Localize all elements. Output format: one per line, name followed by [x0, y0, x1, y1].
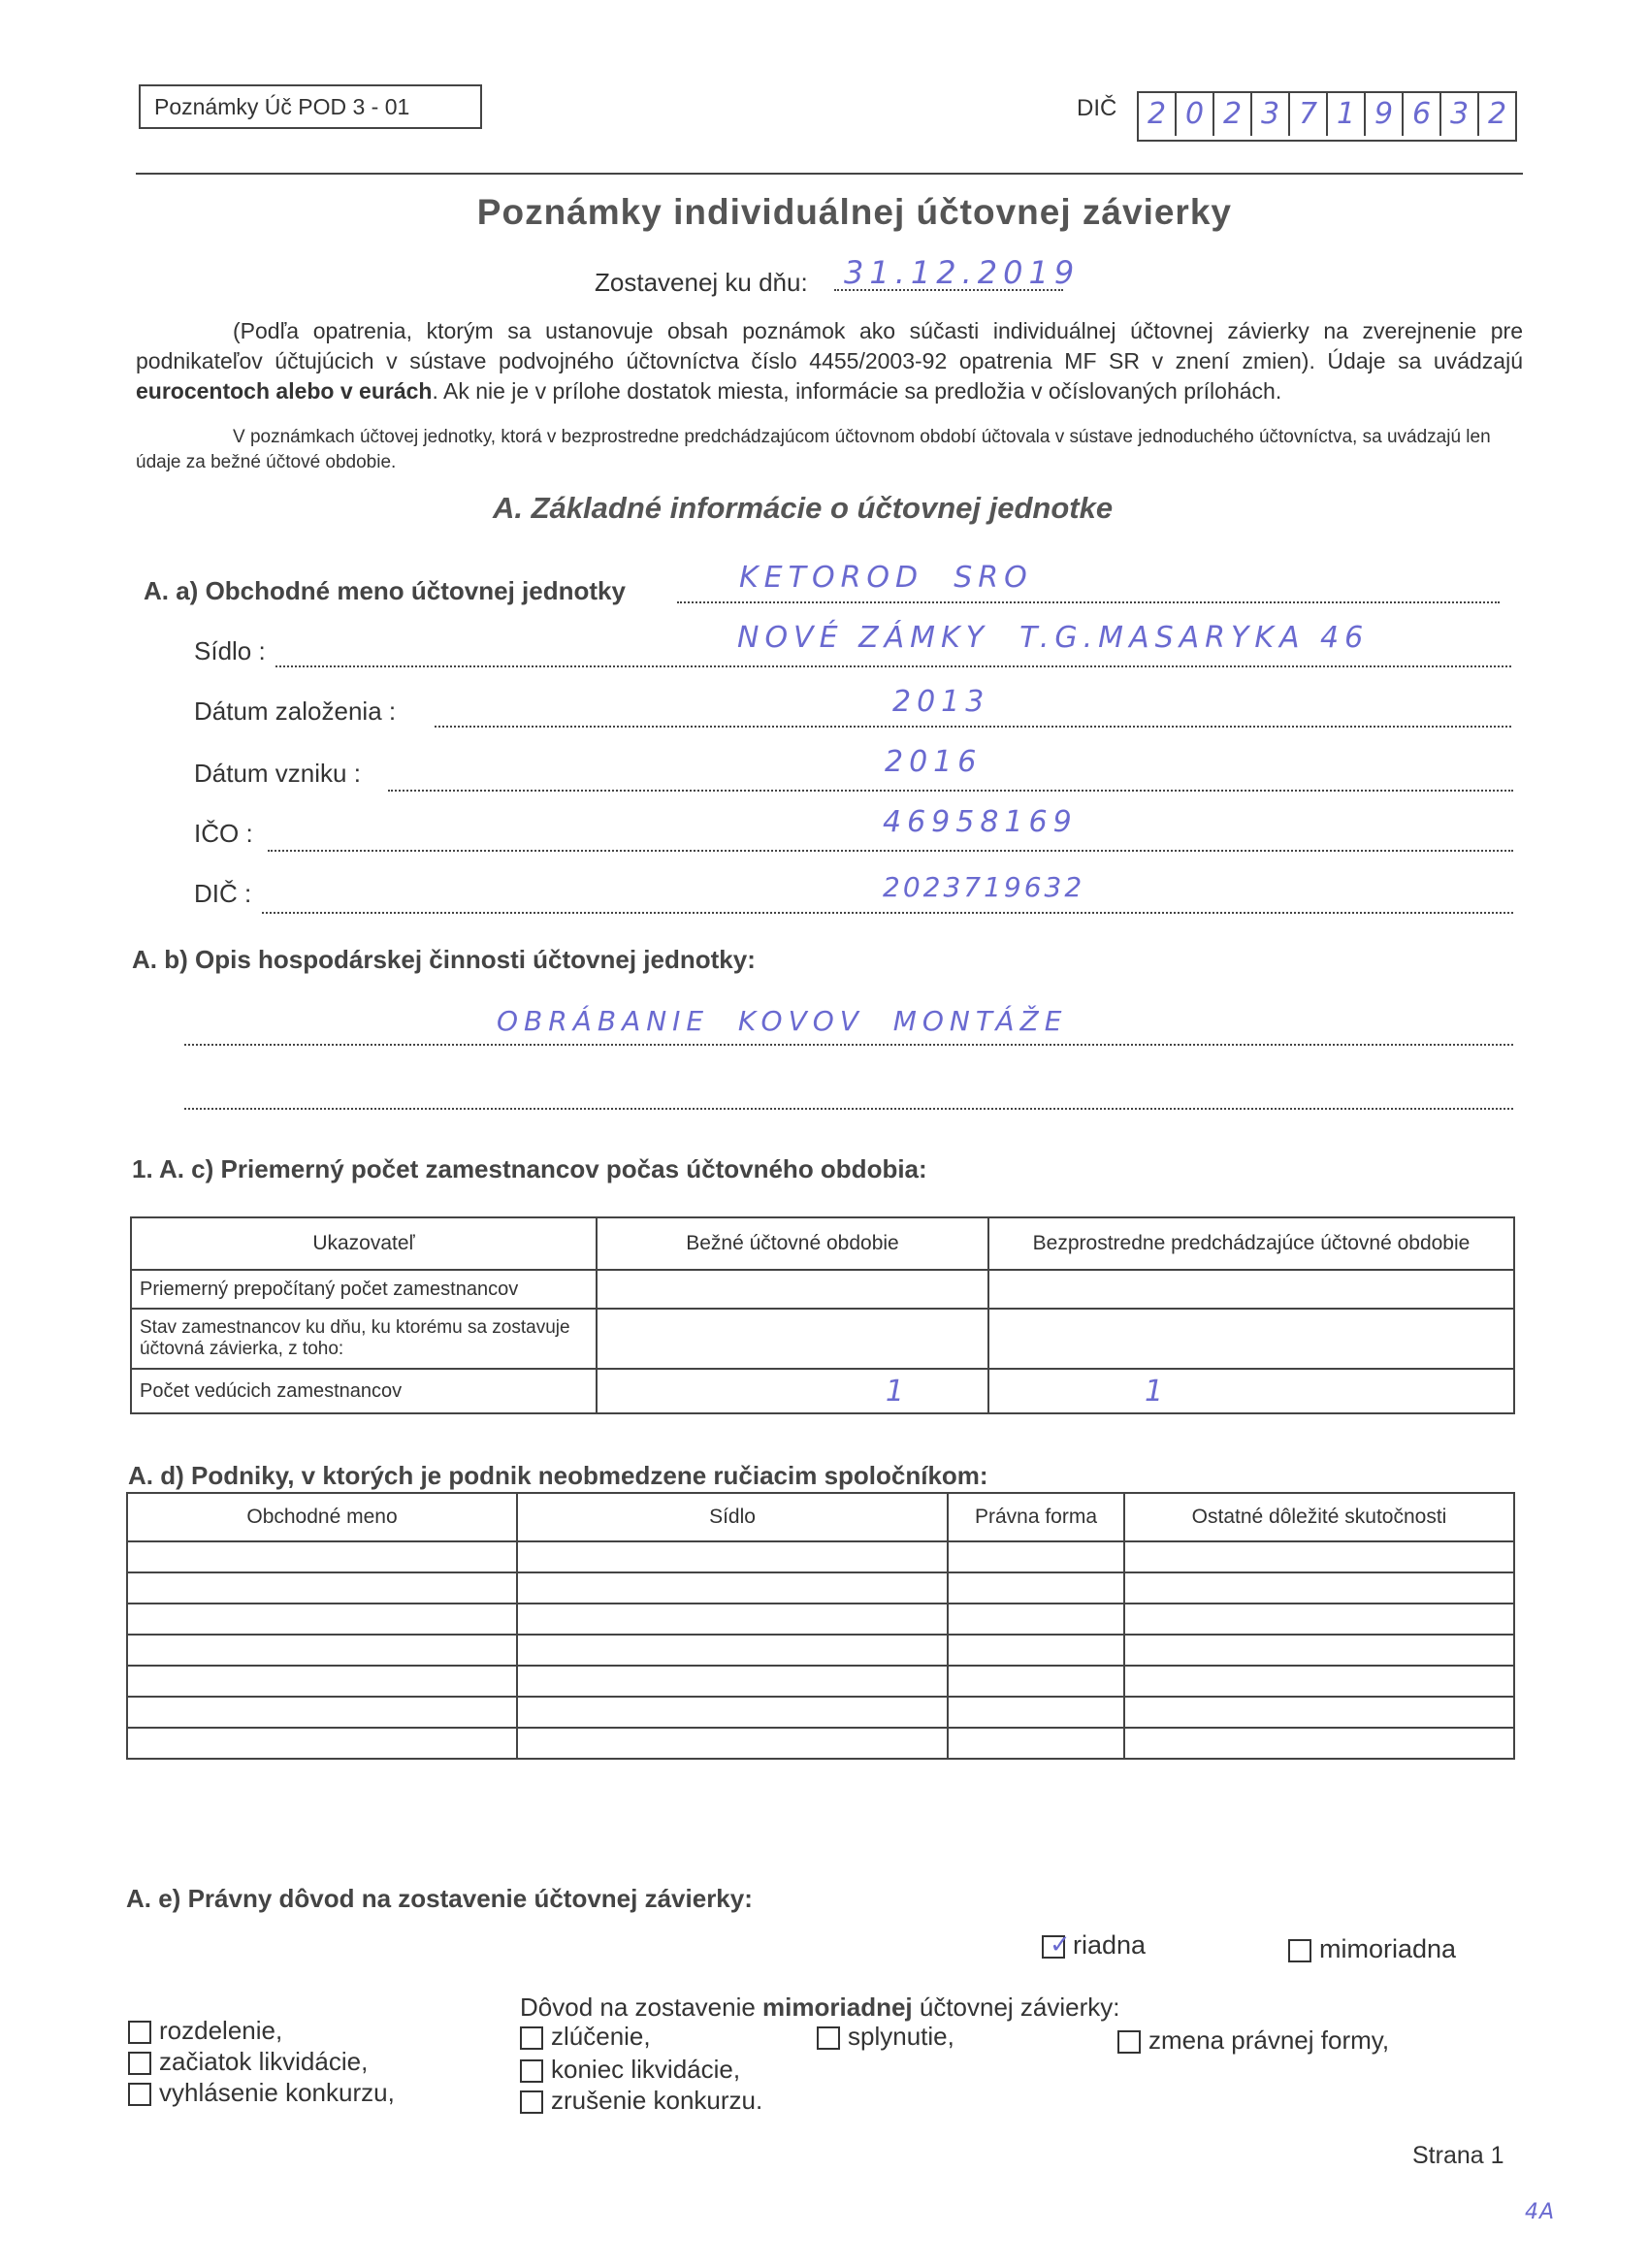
- companies-cell: [517, 1604, 948, 1635]
- name-label: A. a) Obchodné meno účtovnej jednotky: [144, 576, 626, 605]
- form-code-box: Poznámky Úč POD 3 - 01: [139, 84, 482, 129]
- option-rozdelenie[interactable]: [128, 2016, 282, 2046]
- name-line: [677, 601, 1500, 603]
- companies-cell: [517, 1541, 948, 1572]
- employees-row-current: 1: [597, 1369, 988, 1413]
- companies-header-other: Ostatné dôležité skutočnosti: [1124, 1493, 1514, 1541]
- checkbox[interactable]: [128, 2083, 151, 2106]
- activity-label: A. b) Opis hospodárskej činnosti účtovnej jednotky:: [132, 945, 756, 974]
- employees-row-previous: 1: [988, 1369, 1514, 1413]
- date-value: 31.12.2019: [844, 254, 1081, 291]
- companies-cell: [1124, 1697, 1514, 1728]
- activity-value: OBRÁBANIE KOVOV MONTÁŽE: [497, 1005, 1068, 1037]
- option-vyhlasenie-konkurzu[interactable]: [128, 2078, 395, 2108]
- companies-cell: [1124, 1728, 1514, 1759]
- dic-digit-box: 3: [1250, 93, 1288, 136]
- option-zmena-pravnej-formy[interactable]: [1117, 2025, 1389, 2056]
- founded-line: [435, 726, 1511, 728]
- dic-label: DIČ: [1077, 95, 1117, 121]
- regular-option[interactable]: [1042, 1930, 1146, 1960]
- employees-row-current: [597, 1309, 988, 1369]
- dic-digit-box: 9: [1364, 93, 1402, 136]
- checkbox[interactable]: [128, 2021, 151, 2044]
- dic-digit-box: 2: [1147, 97, 1167, 131]
- dic-digit-box: 0: [1175, 93, 1212, 136]
- origin-line: [388, 790, 1513, 792]
- option-label: zlúčenie,: [551, 2022, 651, 2051]
- companies-cell: [948, 1697, 1124, 1728]
- checkbox[interactable]: [520, 2090, 543, 2114]
- table-row: [127, 1604, 1514, 1635]
- companies-cell: [127, 1604, 517, 1635]
- intro-bold: eurocentoch alebo v eurách: [136, 378, 433, 404]
- ico-line: [268, 850, 1513, 852]
- companies-cell: [948, 1572, 1124, 1604]
- companies-cell: [948, 1666, 1124, 1697]
- option-label: vyhlásenie konkurzu,: [159, 2078, 395, 2107]
- ico-value: 46958169: [883, 805, 1078, 839]
- option-label: zrušenie konkurzu.: [551, 2086, 763, 2115]
- origin-label: Dátum vzniku :: [194, 759, 361, 788]
- dic-field-label: DIČ :: [194, 879, 252, 908]
- companies-cell: [517, 1635, 948, 1666]
- header-rule: [136, 173, 1523, 175]
- employees-row-previous: [988, 1309, 1514, 1369]
- option-label: začiatok likvidácie,: [159, 2047, 369, 2076]
- table-row: [127, 1697, 1514, 1728]
- companies-cell: [127, 1541, 517, 1572]
- companies-label: A. d) Podniky, v ktorých je podnik neobmedzene ručiacim spoločníkom:: [128, 1461, 988, 1490]
- companies-header-name: Obchodné meno: [127, 1493, 517, 1541]
- page-number: Strana 1: [1412, 2142, 1504, 2169]
- legal-label: A. e) Právny dôvod na zostavenie účtovnej závierky:: [126, 1884, 753, 1913]
- companies-cell: [1124, 1541, 1514, 1572]
- checkbox[interactable]: [128, 2052, 151, 2075]
- table-row: [127, 1728, 1514, 1759]
- checkbox[interactable]: [520, 2059, 543, 2083]
- employees-table: [130, 1216, 1515, 1414]
- extraordinary-checkbox[interactable]: [1288, 1939, 1311, 1962]
- employees-row-current: [597, 1270, 988, 1309]
- employees-header-indicator: Ukazovateľ: [131, 1217, 597, 1270]
- ico-label: IČO :: [194, 819, 253, 848]
- option-zaciatok-likvidacie[interactable]: [128, 2047, 368, 2077]
- dic-digit-box: 6: [1402, 93, 1439, 136]
- origin-value: 2016: [885, 745, 983, 779]
- employees-header-previous: Bezprostredne predchádzajúce účtovné obdobie: [988, 1217, 1514, 1270]
- name-value: KETOROD SRO: [739, 561, 1033, 595]
- companies-header-seat: Sídlo: [517, 1493, 948, 1541]
- companies-cell: [948, 1728, 1124, 1759]
- seat-label: Sídlo :: [194, 636, 266, 665]
- dic-digit-box: 2: [1212, 93, 1250, 136]
- companies-cell: [517, 1666, 948, 1697]
- option-zrusenie-konkurzu[interactable]: [520, 2086, 762, 2116]
- table-row: [127, 1541, 1514, 1572]
- option-label: splynutie,: [848, 2022, 954, 2051]
- option-koniec-likvidacie[interactable]: [520, 2055, 740, 2085]
- companies-cell: [127, 1697, 517, 1728]
- dic-field-value: 2023719632: [883, 871, 1085, 903]
- date-label: Zostavenej ku dňu:: [595, 268, 808, 297]
- dic-boxes: [1137, 91, 1517, 142]
- handwritten-mark: 4A: [1525, 2200, 1556, 2224]
- companies-cell: [127, 1572, 517, 1604]
- companies-cell: [1124, 1635, 1514, 1666]
- companies-table: [126, 1492, 1515, 1760]
- seat-value: NOVÉ ZÁMKY T.G.MASARYKA 46: [737, 621, 1370, 655]
- employees-header-current: Bežné účtovné obdobie: [597, 1217, 988, 1270]
- checkbox[interactable]: [817, 2026, 840, 2050]
- companies-cell: [948, 1604, 1124, 1635]
- option-zlucenie[interactable]: [520, 2022, 651, 2052]
- employees-row-label: Počet vedúcich zamestnancov: [131, 1369, 597, 1413]
- companies-cell: [517, 1697, 948, 1728]
- table-row: [127, 1635, 1514, 1666]
- checkbox[interactable]: [1117, 2030, 1141, 2054]
- check-mark-icon: ✓: [1050, 1928, 1071, 1959]
- regular-checkbox[interactable]: [1042, 1928, 1071, 1959]
- companies-cell: [517, 1572, 948, 1604]
- table-row: [131, 1309, 1514, 1369]
- seat-line: [275, 665, 1511, 667]
- page-title: Poznámky individuálnej účtovnej závierky: [476, 192, 1232, 232]
- dic-field-line: [262, 912, 1513, 914]
- table-row: [127, 1666, 1514, 1697]
- section-a-title: A. Základné informácie o účtovnej jednotke: [493, 491, 1114, 525]
- option-splynutie[interactable]: [817, 2022, 954, 2052]
- reason-label: Dôvod na zostavenie mimoriadnej účtovnej závierky:: [520, 1993, 1120, 2022]
- table-row: [131, 1369, 1514, 1413]
- companies-cell: [948, 1635, 1124, 1666]
- companies-cell: [517, 1728, 948, 1759]
- table-row: [127, 1572, 1514, 1604]
- option-label: zmena právnej formy,: [1148, 2025, 1390, 2055]
- checkbox[interactable]: [520, 2026, 543, 2050]
- founded-value: 2013: [892, 685, 990, 719]
- extraordinary-label: mimoriadna: [1319, 1934, 1457, 1963]
- companies-cell: [948, 1541, 1124, 1572]
- companies-header-legal-form: Právna forma: [948, 1493, 1124, 1541]
- dic-digit-box: 3: [1439, 93, 1477, 136]
- intro-small-text: V poznámkach účtovej jednotky, ktorá v bezprostredne predchádzajúcom účtovnom období účtovala v sústave jednoduchého účtovníctva, sa uvádzajú len údaje za bežné účtové obdobie.: [136, 427, 1491, 472]
- companies-cell: [127, 1728, 517, 1759]
- regular-label: riadna: [1073, 1930, 1147, 1960]
- intro-text: (Podľa opatrenia, ktorým sa ustanovuje obsah poznámok ako súčasti individuálnej účtovnej závierky na zverejnenie pre podnikateľov účtujúcich v sústave podvojného účtovníctva číslo 4455/2003-92 opatrenia MF SR v znení zmien). Údaje sa uvádzajú eurocentoch alebo v eurách. Ak nie je v prílohe dostatok miesta, informácie sa predložia v očíslovaných prílohách.: [136, 318, 1523, 404]
- companies-cell: [127, 1635, 517, 1666]
- employees-label: 1. A. c) Priemerný počet zamestnancov počas účtovného obdobia:: [132, 1154, 927, 1183]
- option-label: koniec likvidácie,: [551, 2055, 741, 2084]
- dic-digit-box: 2: [1477, 93, 1515, 136]
- founded-label: Dátum založenia :: [194, 697, 397, 726]
- companies-cell: [1124, 1604, 1514, 1635]
- dic-digit-box: 1: [1326, 93, 1364, 136]
- employees-row-previous: [988, 1270, 1514, 1309]
- employees-row-label: Stav zamestnancov ku dňu, ku ktorému sa zostavuje účtovná závierka, z toho:: [131, 1309, 597, 1369]
- companies-cell: [1124, 1572, 1514, 1604]
- employees-row-label: Priemerný prepočítaný počet zamestnancov: [131, 1270, 597, 1309]
- activity-line-1: [184, 1044, 1513, 1046]
- companies-cell: [1124, 1666, 1514, 1697]
- activity-line-2: [184, 1108, 1513, 1110]
- table-row: [131, 1270, 1514, 1309]
- companies-cell: [127, 1666, 517, 1697]
- dic-digit-box: 7: [1288, 93, 1326, 136]
- option-label: rozdelenie,: [159, 2016, 283, 2045]
- extraordinary-option[interactable]: [1288, 1934, 1456, 1964]
